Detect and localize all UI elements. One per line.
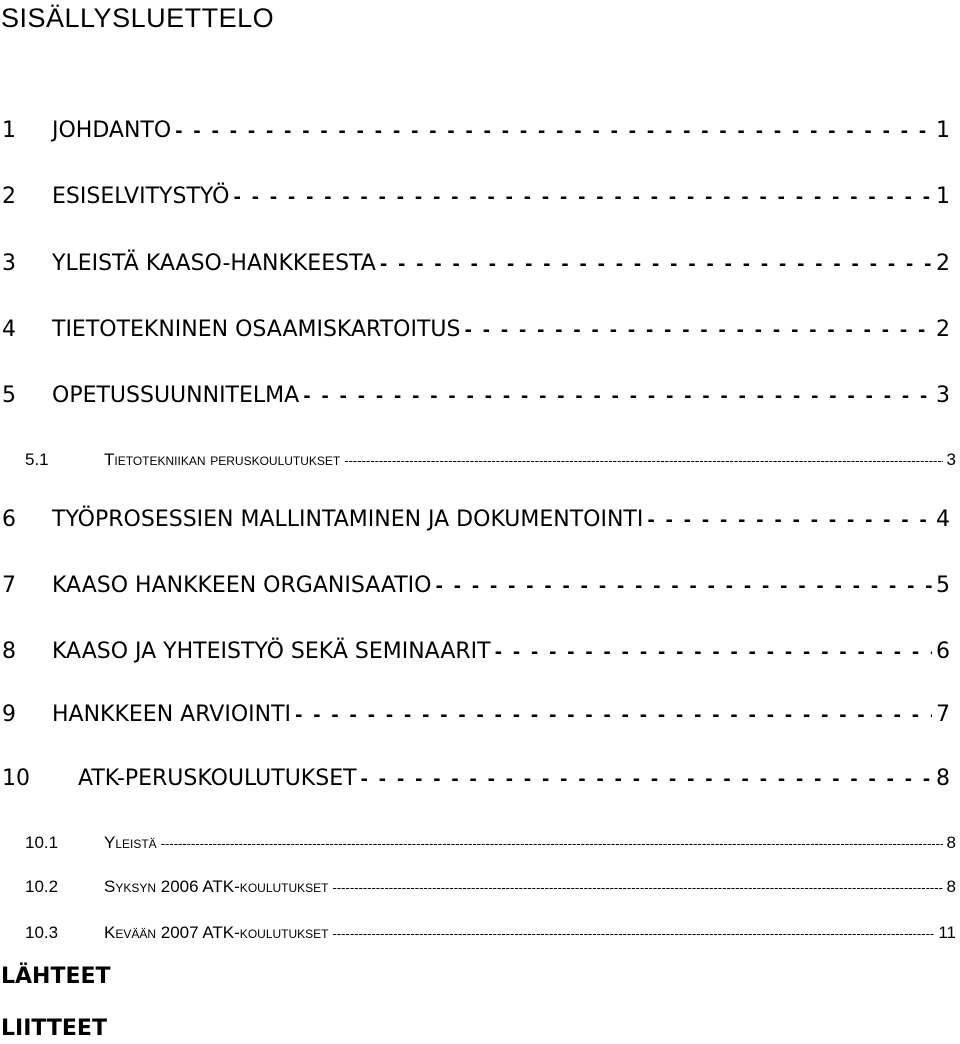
toc-number: 6 (2, 507, 16, 532)
toc-entry-hankkeen-arviointi[interactable] (0, 700, 960, 731)
toc-number: 10.3 (25, 923, 59, 942)
toc-entry-yleista-kaaso-hankkeesta[interactable] (0, 249, 960, 280)
toc-label: ATK-PERUSKOULUTUKSET (78, 766, 357, 791)
toc-page-number: 1 (936, 184, 950, 209)
dot-leader (380, 250, 932, 280)
toc-page-number: 1 (936, 118, 950, 143)
toc-entry-liitteet[interactable]: LIITTEET (1, 1016, 107, 1041)
toc-entry-tietotekninen-osaamiskartoitus[interactable] (0, 315, 960, 346)
toc-label: YLEISTÄ KAASO-HANKKEESTA (52, 251, 376, 276)
toc-number: 10 (2, 766, 30, 791)
toc-number: 2 (2, 184, 16, 209)
dot-leader (333, 876, 943, 900)
toc-entry-kaaso-ja-yhteistyo[interactable] (0, 637, 960, 668)
toc-page-number: 11 (938, 923, 956, 942)
toc-page-number: 2 (936, 251, 950, 276)
toc-entry-johdanto[interactable] (0, 116, 960, 147)
toc-subentry-kevaan-2007[interactable] (0, 921, 960, 946)
toc-entry-atk-peruskoulutukset[interactable] (0, 764, 960, 795)
toc-label: JOHDANTO (52, 118, 172, 143)
toc-page-number: 6 (936, 639, 950, 664)
toc-page-number: 8 (946, 833, 956, 852)
toc-page-number: 2 (936, 317, 950, 342)
toc-number: 8 (2, 639, 16, 664)
dot-leader (344, 449, 942, 473)
toc-label: Kevään 2007 ATK-koulutukset (104, 923, 329, 942)
toc-label: KAASO JA YHTEISTYÖ SEKÄ SEMINAARIT (52, 639, 491, 664)
toc-number: 1 (2, 118, 16, 143)
toc-number: 10.1 (25, 833, 59, 852)
toc-number: 9 (2, 702, 16, 727)
toc-subentry-tietotekniikan-peruskoulutukset[interactable] (0, 448, 960, 473)
toc-label: HANKKEEN ARVIOINTI (52, 702, 292, 727)
toc-page-number: 7 (936, 702, 950, 727)
dot-leader (435, 572, 932, 602)
toc-subentry-yleista[interactable] (0, 831, 960, 856)
dot-leader (303, 382, 932, 412)
dot-leader (161, 832, 943, 856)
toc-number: 3 (2, 251, 16, 276)
dot-leader (295, 701, 932, 731)
toc-page-number: 4 (936, 507, 950, 532)
toc-label: Yleistä (104, 833, 157, 852)
toc-label: TIETOTEKNINEN OSAAMISKARTOITUS (52, 317, 461, 342)
toc-entry-kaaso-hankkeen-organisaatio[interactable] (0, 571, 960, 602)
toc-entry-opetussuunnitelma[interactable] (0, 381, 960, 412)
dot-leader (233, 183, 932, 213)
dot-leader (175, 117, 932, 147)
dot-leader (361, 765, 932, 795)
toc-page-number: 3 (946, 450, 956, 469)
toc-label: TYÖPROSESSIEN MALLINTAMINEN JA DOKUMENTOINTI (52, 507, 644, 532)
toc-label: Tietotekniikan peruskoulutukset (104, 450, 341, 469)
toc-page-number: 5 (936, 573, 950, 598)
dot-leader (333, 922, 935, 946)
toc-number: 7 (2, 573, 16, 598)
toc-number: 5.1 (25, 450, 49, 469)
toc-page-number: 8 (936, 766, 950, 791)
toc-page-number: 3 (936, 383, 950, 408)
toc-label: Syksyn 2006 ATK-koulutukset (104, 877, 329, 896)
toc-label: ESISELVITYSTYÖ (52, 184, 230, 209)
dot-leader (495, 638, 932, 668)
toc-number: 4 (2, 317, 16, 342)
toc-label: OPETUSSUUNNITELMA (52, 383, 300, 408)
toc-subentry-syksyn-2006[interactable] (0, 875, 960, 900)
toc-label: KAASO HANKKEEN ORGANISAATIO (52, 573, 432, 598)
page-title: SISÄLLYSLUETTELO (1, 3, 275, 33)
dot-leader (647, 506, 932, 536)
toc-entry-esiselvitystyo[interactable] (0, 182, 960, 213)
toc-number: 10.2 (25, 877, 59, 896)
toc-entry-tyoprosessien-mallintaminen[interactable] (0, 505, 960, 536)
toc-page-number: 8 (946, 877, 956, 896)
toc-number: 5 (2, 383, 16, 408)
toc-entry-lahteet[interactable]: LÄHTEET (1, 964, 111, 989)
dot-leader (464, 316, 932, 346)
